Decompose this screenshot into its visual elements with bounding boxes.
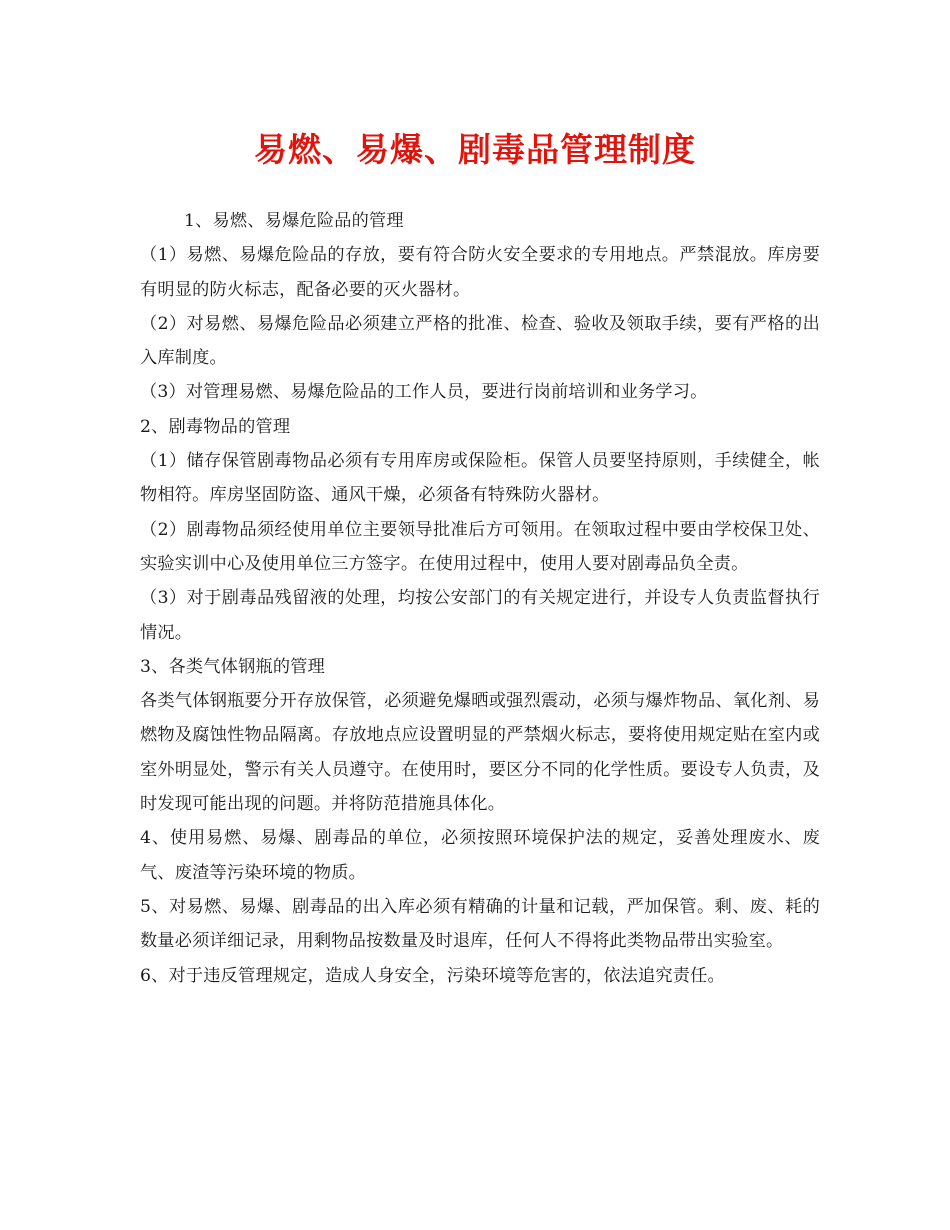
paragraph-1-1: （1）易燃、易爆危险品的存放，要有符合防火安全要求的专用地点。严禁混放。库房要有明显的防火标志，配备必要的灭火器材。 [140,245,820,300]
paragraph-3-1: 各类气体钢瓶要分开存放保管，必须避免爆晒或强烈震动，必须与爆炸物品、氧化剂、易燃物及腐蚀性物品隔离。存放地点应设置明显的严禁烟火标志，要将使用规定贴在室内或室外明显处，警示有关人员遵守。在使用时，要区分不同的化学性质。要设专人负责，及时发现可能出现的问题。并将防范措施具体化。 [140,691,820,815]
section-heading-2: 2、剧毒物品的管理 [140,416,291,437]
page-title: 易燃、易爆、剧毒品管理制度 [254,130,696,169]
document-body [140,204,820,993]
section-6: 6、对于违反管理规定，造成人身安全，污染环境等危害的，依法追究责任。 [140,965,725,986]
paragraph-2-3: （3）对于剧毒品残留液的处理，均按公安部门的有关规定进行，并设专人负责监督执行情况。 [140,588,820,643]
paragraph-1-2: （2）对易燃、易爆危险品必须建立严格的批准、检查、验收及领取手续，要有严格的出入库制度。 [140,313,820,369]
paragraph-2-1: （1）储存保管剧毒物品必须有专用库房或保险柜。保管人员要坚持原则，手续健全，帐物相符。库房坚固防盗、通风干燥，必须备有特殊防火器材。 [140,451,820,506]
section-heading-1: 1、易燃、易爆危险品的管理 [184,211,404,231]
paragraph-2-2: （2）剧毒物品须经使用单位主要领导批准后方可领用。在领取过程中要由学校保卫处、实验实训中心及使用单位三方签字。在使用过程中，使用人要对剧毒品负全责。 [140,519,820,574]
section-5: 5、对易燃、易爆、剧毒品的出入库必须有精确的计量和记载，严加保管。剩、废、耗的数量必须详细记录，用剩物品按数量及时退库，任何人不得将此类物品带出实验室。 [140,896,820,952]
section-4: 4、使用易燃、易爆、剧毒品的单位，必须按照环境保护法的规定，妥善处理废水、废气、废渣等污染环境的物质。 [140,828,820,883]
section-heading-3: 3、各类气体钢瓶的管理 [140,656,326,677]
paragraph-1-3: （3）对管理易燃、易爆危险品的工作人员，要进行岗前培训和业务学习。 [140,382,708,403]
